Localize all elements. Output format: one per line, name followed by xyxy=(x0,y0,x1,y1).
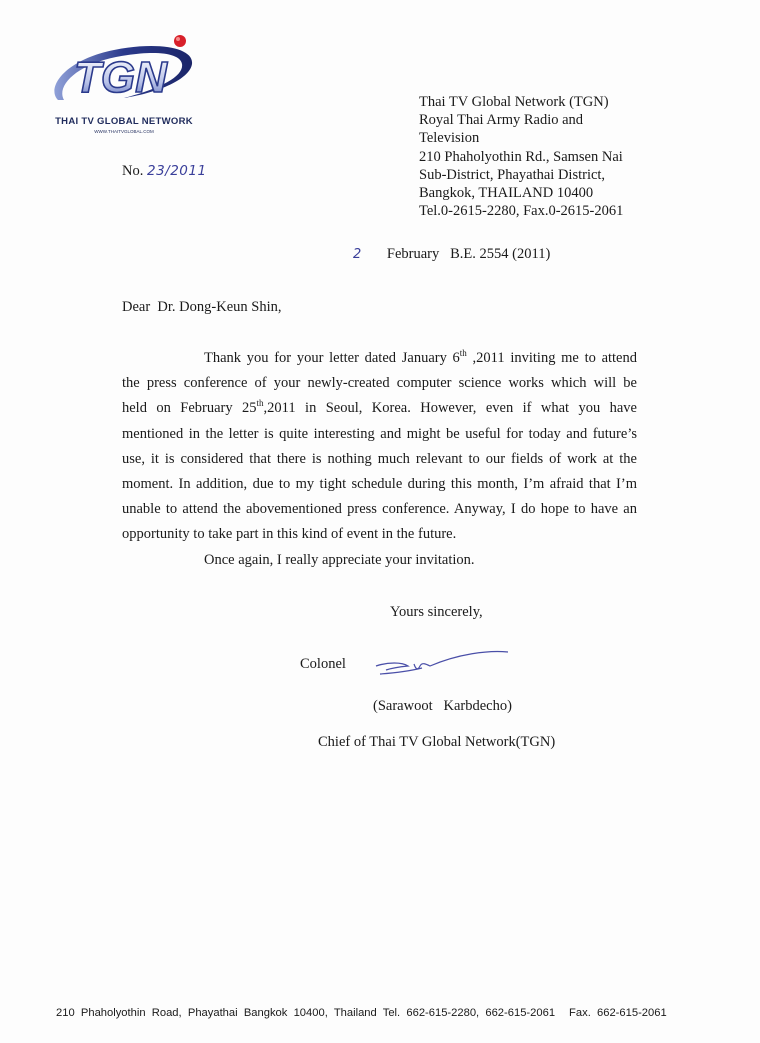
tgn-letters: TGN xyxy=(74,53,167,102)
closing-thanks: Once again, I really appreciate your invitation. xyxy=(204,552,475,568)
reference-number xyxy=(122,163,207,180)
body-line: mentioned in the letter is quite interesting and might be useful for today and future’s xyxy=(122,425,637,442)
signer-title: Chief of Thai TV Global Network(TGN) xyxy=(318,734,556,750)
letter-date xyxy=(353,246,550,263)
address-line: Thai TV Global Network (TGN) xyxy=(419,94,609,110)
address-line: Television xyxy=(419,130,480,147)
address-line: Royal Thai Army Radio and xyxy=(419,112,584,129)
salutation: Dear Dr. Dong-Keun Shin, xyxy=(122,299,282,315)
logo-tagline: THAI TV GLOBAL NETWORK xyxy=(55,116,193,127)
address-line: Bangkok, THAILAND 10400 xyxy=(419,185,594,202)
address-line: Tel.0-2615-2280, Fax.0-2615-2061 xyxy=(419,203,624,220)
letterhead-footer xyxy=(56,1007,667,1019)
sender-address xyxy=(419,93,623,220)
body-line: unable to attend the abovementioned press conference. Anyway, I do hope to have an xyxy=(122,501,637,518)
reference-handwritten: 23/2011 xyxy=(146,163,207,179)
body-line: opportunity to take part in this kind of event in the future. xyxy=(122,526,457,543)
date-rest: February B.E. 2554 (2011) xyxy=(386,246,551,262)
footer-fax: Fax. 662-615-2061 xyxy=(569,1007,667,1019)
address-line: 210 Phaholyothin Rd., Samsen Nai xyxy=(419,148,623,165)
handwritten-signature xyxy=(368,640,518,686)
complimentary-close: Yours sincerely, xyxy=(390,604,483,620)
signer-rank: Colonel xyxy=(300,656,346,672)
logo-url: WWW.THAITVGLOBAL.COM xyxy=(94,129,154,134)
reference-label: No. xyxy=(122,163,144,179)
body-line: moment. In addition, due to my tight schedule during this month, I’m afraid that I’m xyxy=(122,476,637,493)
tgn-logo-mark xyxy=(44,30,204,116)
tgn-logo xyxy=(44,30,204,140)
body-line: use, it is considered that there is nothing much relevant to our fields of work at the xyxy=(122,450,637,467)
body-line: Thank you for your letter dated January 6th ,2011 inviting me to attend xyxy=(204,348,637,366)
body-line: held on February 25th,2011 in Seoul, Korea. However, even if what you have xyxy=(122,398,637,417)
letter-body xyxy=(122,346,637,548)
body-line: the press conference of your newly-created computer science works which will be xyxy=(122,375,637,392)
date-day-handwritten: 2 xyxy=(353,247,362,262)
signer-name: (Sarawoot Karbdecho) xyxy=(373,698,512,714)
address-line: Sub-District, Phayathai District, xyxy=(419,166,606,183)
footer-address: 210 Phaholyothin Road, Phayathai Bangkok 10400, Thailand Tel. 662-615-2280, 662-615-2061 xyxy=(56,1007,556,1019)
